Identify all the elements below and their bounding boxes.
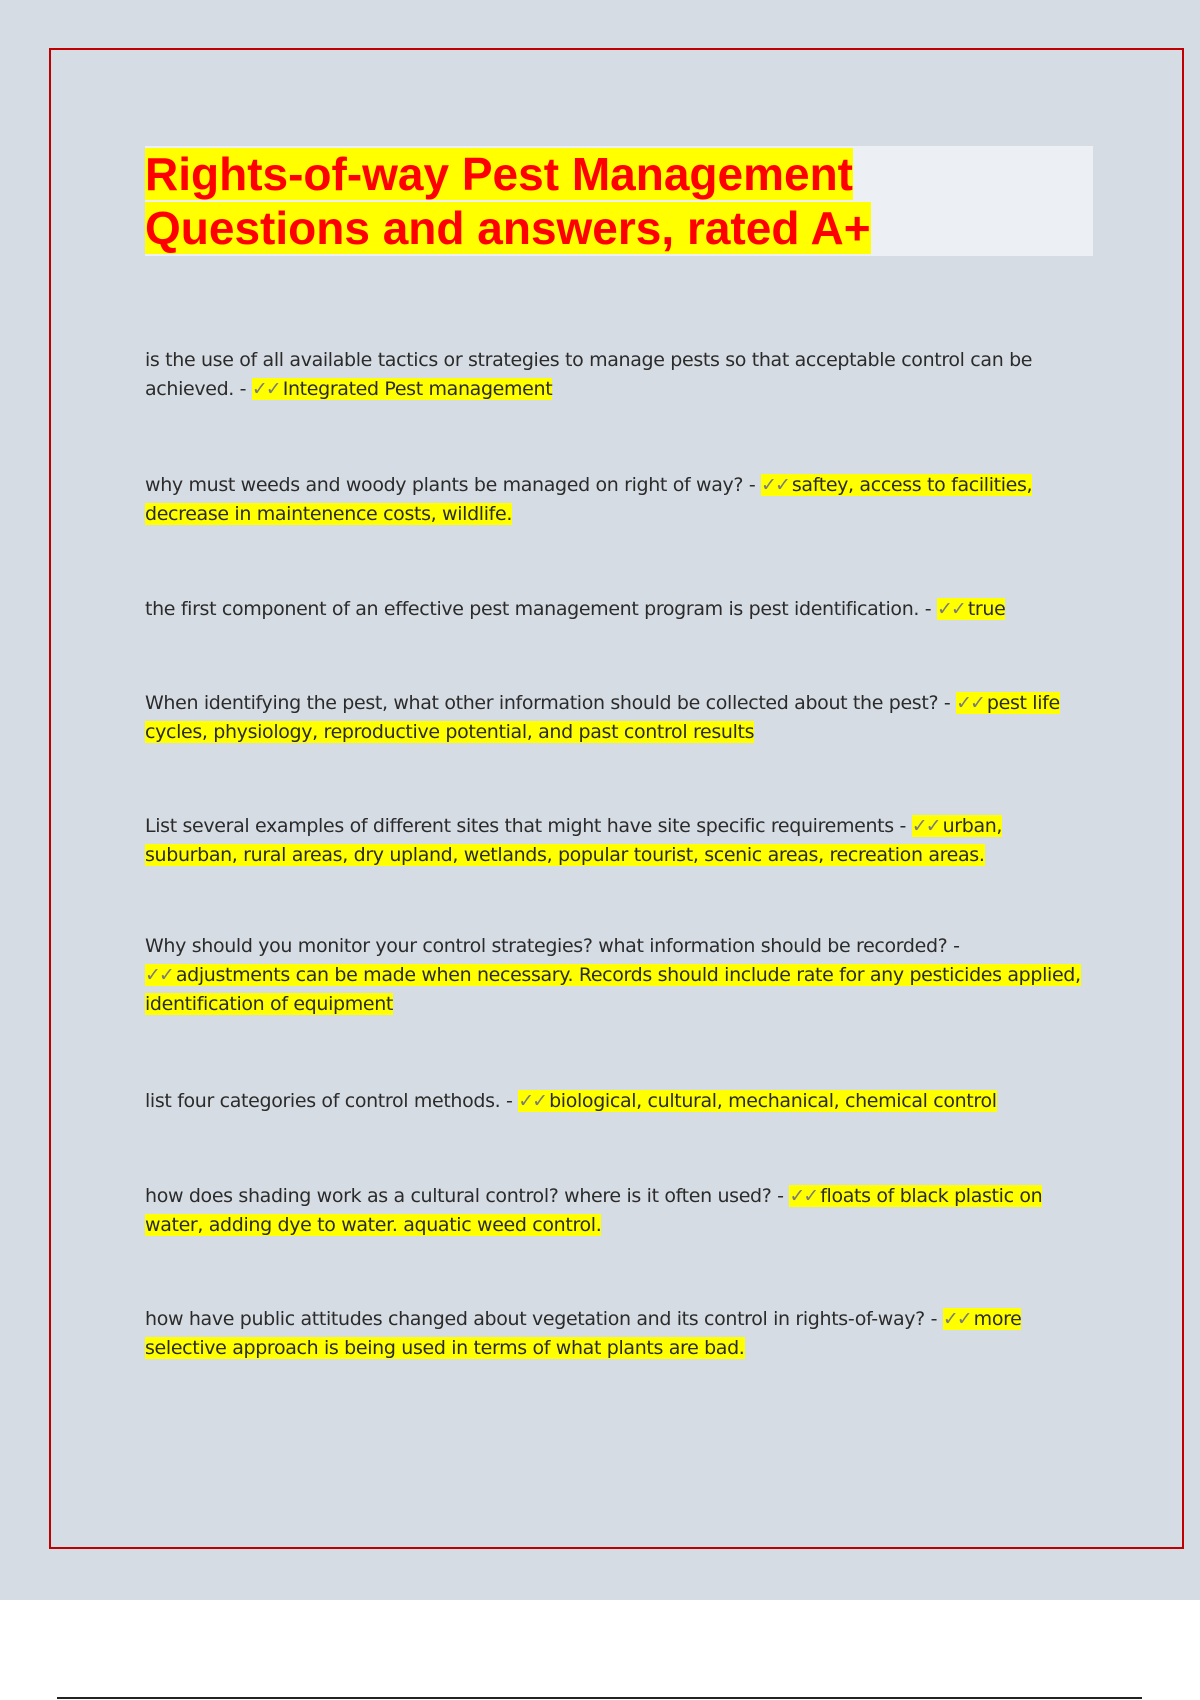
- question-text: is the use of all available tactics or strategies to manage pests so that acceptable control can be achieved.: [145, 349, 1033, 400]
- title-line-2: Questions and answers, rated A+: [145, 202, 871, 254]
- check-icon: ✓✓: [911, 815, 940, 837]
- answer-highlight: [252, 378, 552, 400]
- qa-item: [145, 471, 1095, 529]
- qa-item: [145, 812, 1095, 870]
- question-text: List several examples of different sites that might have site specific requirements: [145, 815, 894, 837]
- check-icon: ✓✓: [942, 1308, 971, 1330]
- qa-item: [145, 932, 1095, 1019]
- qa-item: [145, 595, 1095, 624]
- answer-text: floats of black plastic on water, adding dye to water. aquatic weed control.: [145, 1185, 1043, 1236]
- document-title: [145, 147, 871, 255]
- bottom-divider: [57, 1697, 1142, 1699]
- separator: -: [500, 1090, 519, 1112]
- separator: -: [893, 815, 912, 837]
- check-icon: ✓✓: [789, 1185, 818, 1207]
- check-icon: ✓✓: [936, 598, 965, 620]
- answer-text: more selective approach is being used in terms of what plants are bad.: [145, 1308, 1022, 1359]
- separator: -: [938, 692, 957, 714]
- answer-text: urban, suburban, rural areas, dry upland, wetlands, popular tourist, scenic areas, recreation areas.: [145, 815, 1003, 866]
- question-text: how have public attitudes changed about vegetation and its control in rights-of-way?: [145, 1308, 925, 1330]
- check-icon: ✓✓: [761, 474, 789, 496]
- answer-highlight: [518, 1090, 996, 1112]
- answer-highlight: [937, 598, 1005, 620]
- separator: -: [771, 1185, 790, 1207]
- check-icon: ✓✓: [145, 964, 173, 986]
- question-text: Why should you monitor your control strategies? what information should be recorded?: [145, 935, 948, 957]
- separator: -: [919, 598, 937, 620]
- check-icon: ✓✓: [251, 378, 280, 400]
- separator: -: [947, 935, 960, 957]
- answer-text: Integrated Pest management: [282, 378, 553, 400]
- qa-item: [145, 1305, 1095, 1363]
- qa-item: [145, 689, 1095, 747]
- answer-text: saftey, access to facilities, decrease in maintenence costs, wildlife.: [145, 474, 1033, 525]
- check-icon: ✓✓: [956, 692, 984, 714]
- question-text: why must weeds and woody plants be managed on right of way?: [145, 474, 744, 496]
- separator: -: [233, 378, 252, 400]
- answer-text: adjustments can be made when necessary. Records should include rate for any pesticides applied, identification of equipment: [145, 964, 1081, 1015]
- answer-text: biological, cultural, mechanical, chemical control: [549, 1090, 997, 1112]
- question-text: list four categories of control methods.: [145, 1090, 501, 1112]
- question-text: the first component of an effective pest management program is pest identification.: [145, 598, 920, 620]
- qa-item: [145, 1087, 1095, 1116]
- separator: -: [743, 474, 762, 496]
- question-text: how does shading work as a cultural control? where is it often used?: [145, 1185, 772, 1207]
- qa-item: [145, 1182, 1095, 1240]
- check-icon: ✓✓: [518, 1090, 547, 1112]
- qa-item: [145, 346, 1095, 404]
- question-text: When identifying the pest, what other information should be collected about the pest?: [145, 692, 939, 714]
- answer-text: pest life cycles, physiology, reproductive potential, and past control results: [145, 692, 1060, 743]
- answer-text: true: [967, 598, 1006, 620]
- answer-highlight: [145, 964, 1081, 1015]
- title-line-1: Rights-of-way Pest Management: [145, 148, 853, 200]
- separator: -: [924, 1308, 943, 1330]
